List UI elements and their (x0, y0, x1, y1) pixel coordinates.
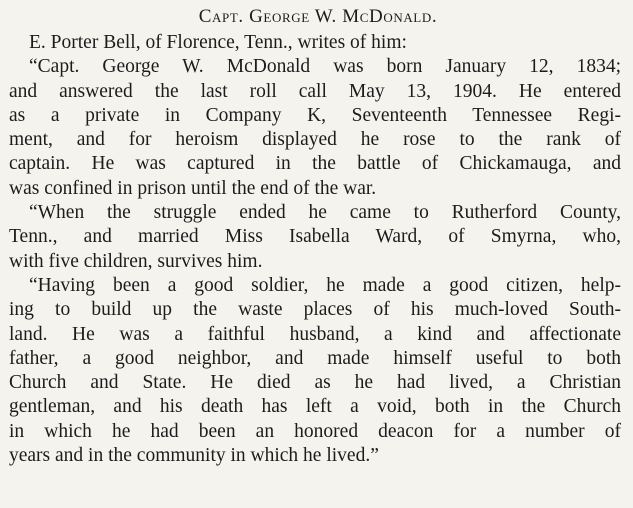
text-line: with five children, survives him. (9, 250, 263, 272)
text-line: ment, and for heroism displayed he rose to the rank of (9, 129, 621, 151)
text-line: “When the struggle ended he came to Rutherford County, (29, 202, 621, 224)
text-line: father, a good neighbor, and made himself useful to both (9, 347, 621, 369)
text-line: as a private in Company K, Seventeenth Tennessee Regi- (9, 104, 621, 126)
text-line: Church and State. He died as he had lived, a Christian (9, 372, 621, 394)
paragraph-tribute (9, 274, 621, 468)
text-line: was confined in prison until the end of the war. (9, 177, 377, 199)
text-line: gentleman, and his death has left a void, both in the Church (9, 396, 621, 418)
text-line: land. He was a faithful husband, a kind and affectionate (9, 323, 621, 345)
paragraph-intro (9, 31, 621, 55)
text-line: E. Porter Bell, of Florence, Tenn., writes of him: (29, 32, 407, 53)
text-line: “Having been a good soldier, he made a good citizen, help- (29, 274, 621, 296)
text-line: and answered the last roll call May 13, 1904. He entered (9, 80, 621, 102)
text-line: years and in the community in which he lived.” (9, 445, 379, 467)
paragraph-marriage (9, 201, 621, 274)
paragraph-biography (9, 55, 621, 201)
text-line: in which he had been an honored deacon for a number of (9, 420, 621, 442)
text-line: “Capt. George W. McDonald was born January 12, 1834; (29, 56, 621, 78)
text-line: Tenn., and married Miss Isabella Ward, of Smyrna, who, (9, 226, 621, 248)
text-line: captain. He was captured in the battle of Chickamauga, and (9, 153, 621, 175)
article-title: Capt. George W. McDonald. (198, 6, 438, 27)
text-line: ing to build up the waste places of his much-loved South- (9, 299, 621, 321)
